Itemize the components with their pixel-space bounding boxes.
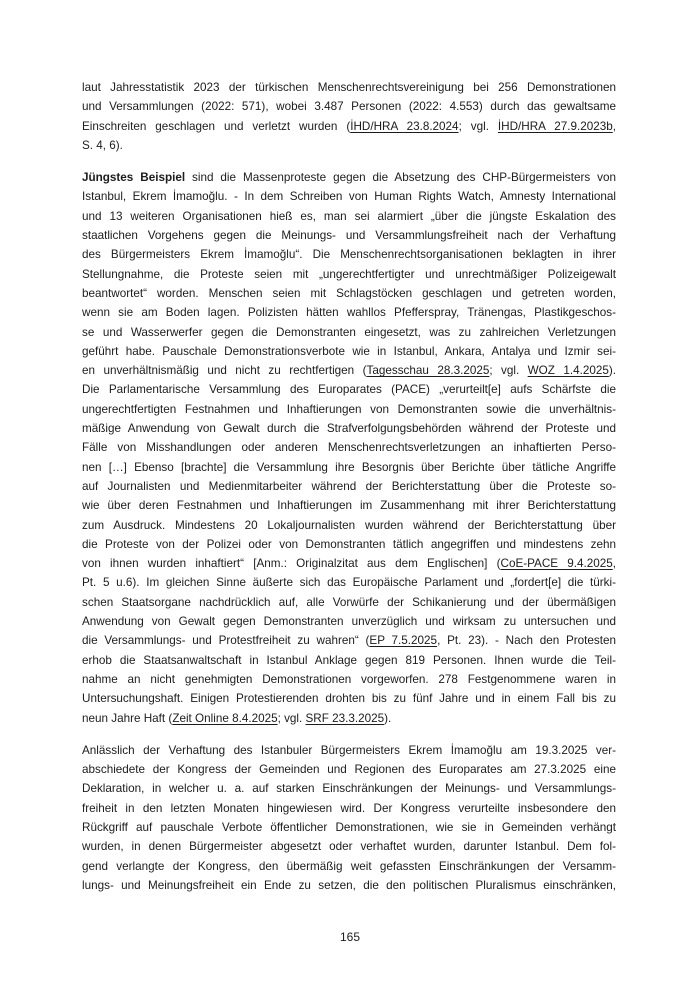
text-segment: Anlässlich der Verhaftung des Istanbuler Bürgermeisters Ekrem İmamoğlu am 19.3.2025 ver-	[82, 743, 616, 757]
reference-link[interactable]: CoE-PACE 9.4.2025	[500, 557, 613, 571]
text-line	[82, 419, 616, 438]
text-segment: auf Journalisten und Medienmitarbeiter während der Berichterstattung über die Proteste so-	[82, 479, 616, 493]
text-line	[82, 779, 616, 798]
text-segment: , Pt. 23). - Nach den Protesten	[437, 634, 616, 648]
text-segment: se und Wasserwerfer gegen die Demonstranten eingesetzt, was zu zahlreichen Verletzungen	[82, 325, 616, 339]
text-segment: lungs- und Meinungsfreiheit ein Ende zu setzen, die den politischen Pluralismus einschränken,	[82, 878, 616, 892]
text-line	[82, 400, 616, 419]
text-line	[82, 361, 616, 380]
text-line	[82, 818, 616, 837]
text-segment: abschiedete der Kongress der Gemeinden und Regionen des Europarates am 27.3.2025 eine	[82, 763, 616, 777]
text-segment: nen […] Ebenso [brachte] die Versammlung ihre Besorgnis über Berichte über tätliche Angriffe	[82, 460, 616, 474]
text-segment: wie über deren Festnahmen und Inhaftierungen im Zusammenhang mit ihrer Berichterstattung	[82, 499, 616, 513]
text-segment: Pt. 5 u.6). Im gleichen Sinne äußerte sich das Europäische Parlament und „fordert[e] die türki-	[82, 576, 616, 590]
page-number: 165	[339, 930, 361, 944]
reference-link[interactable]: İHD/HRA 27.9.2023b	[497, 119, 613, 133]
text-segment: die Versammlungs- und Protestfreiheit zu wahren“ (	[82, 634, 370, 648]
text-line	[82, 477, 616, 496]
text-segment: en unverhältnismäßig und nicht zu rechtfertigen (	[82, 364, 367, 378]
text-line	[82, 857, 616, 876]
text-segment: Istanbul, Ekrem İmamoğlu. - In dem Schreiben von Human Rights Watch, Amnesty International	[82, 190, 616, 204]
text-line	[82, 876, 616, 895]
text-segment: Die Parlamentarische Versammlung des Europarates (PACE) „verurteilt[e] aufs Schärfste die	[82, 383, 616, 397]
text-line	[82, 303, 616, 322]
text-segment: Anwendung von Gewalt gegen Demonstranten unverzüglich und wirksam zu untersuchen und	[82, 615, 616, 629]
text-segment: Rückgriff auf pauschale Verbote öffentlicher Demonstrationen, wie sie in Gemeinden verhängt	[82, 820, 616, 834]
text-segment: ).	[384, 711, 392, 725]
text-line	[82, 245, 616, 264]
text-segment: und Versammlungen (2022: 571), wobei 3.487 Personen (2022: 4.553) durch das gewaltsame	[82, 100, 616, 114]
text-segment: ungerechtfertigten Festnahmen und Inhaftierungen von Demonstranten sowie die unverhältnis-	[82, 402, 616, 416]
text-line	[82, 535, 616, 554]
text-segment: von ihnen wurden inhaftiert“ [Anm.: Originalzitat aus dem Englischen] (	[82, 557, 501, 571]
text-segment: Untersuchungshaft. Einigen Protestierenden drohten bis zu fünf Jahre und in einem Fall bis zu	[82, 692, 616, 706]
text-segment: ).	[608, 364, 616, 378]
text-line	[82, 380, 616, 399]
paragraph-congress	[82, 741, 616, 895]
text-line	[82, 554, 616, 573]
text-segment: freiheit in den letzten Monaten hingewiesen wird. Der Kongress verurteilte insbesondere den	[82, 801, 616, 815]
text-line	[82, 438, 616, 457]
text-segment: gend verlangte der Kongress, den übermäßig weit gefassten Einschränkungen der Versamm-	[82, 859, 616, 873]
bold-text: Jüngstes Beispiel	[82, 171, 186, 185]
text-line	[82, 97, 616, 116]
text-line	[82, 612, 616, 631]
text-line	[82, 136, 616, 155]
text-line	[82, 458, 616, 477]
text-line	[82, 573, 616, 592]
text-segment: zum Ausdruck. Mindestens 20 Lokaljournalisten wurden während der Berichterstattung über	[82, 518, 616, 532]
text-line	[82, 741, 616, 760]
text-segment: Stellungnahme, die Proteste seien mit „ungerechtfertigter und unrechtmäßiger Polizeigewalt	[82, 267, 616, 281]
text-segment: wurden, in denen Bürgermeister abgesetzt oder verhaftet wurden, darunter Istanbul. Dem fol-	[82, 840, 616, 854]
text-line	[82, 78, 616, 97]
text-line	[82, 670, 616, 689]
text-segment: geführt habe. Pauschale Demonstrationsverbote wie in Istanbul, Ankara, Antalya und Izmir sei-	[82, 344, 616, 358]
text-line	[82, 837, 616, 856]
text-segment: wenn sie am Boden lagen. Polizisten hätten wahllos Pfefferspray, Tränengas, Plastikgeschos-	[82, 306, 616, 320]
text-line	[82, 187, 616, 206]
text-line	[82, 117, 616, 136]
text-segment: Fälle von Misshandlungen oder anderen Menschenrechtsverletzungen an inhaftierten Perso-	[82, 441, 616, 455]
text-segment: ,	[612, 557, 616, 571]
text-line	[82, 709, 616, 728]
text-segment: ; vgl.	[458, 119, 498, 133]
text-line	[82, 631, 616, 650]
text-line	[82, 168, 616, 187]
text-segment: nahme an nicht genehmigten Demonstrationen vorgeworfen. 278 Festgenommene waren in	[82, 672, 616, 686]
text-line	[82, 265, 616, 284]
text-line	[82, 516, 616, 535]
text-line	[82, 207, 616, 226]
text-line	[82, 651, 616, 670]
text-line	[82, 689, 616, 708]
text-segment: S. 4, 6).	[82, 138, 123, 152]
reference-link[interactable]: İHD/HRA 23.8.2024	[350, 119, 459, 133]
text-segment: ,	[612, 119, 616, 133]
paragraph-statistics	[82, 78, 616, 155]
text-line	[82, 760, 616, 779]
text-line	[82, 593, 616, 612]
text-line	[82, 496, 616, 515]
text-segment: erhob die Staatsanwaltschaft in Istanbul Anklage gegen 819 Personen. Ihnen wurde die Teil-	[82, 653, 616, 667]
text-line	[82, 342, 616, 361]
text-segment: ; vgl.	[489, 364, 528, 378]
text-segment: neun Jahre Haft (	[82, 711, 173, 725]
text-segment: schen Staatsorgane nachdrücklich auf, alle Vorwürfe der Schikanierung und der übermäßigen	[82, 595, 616, 609]
text-segment: ; vgl.	[277, 711, 306, 725]
reference-link[interactable]: Zeit Online 8.4.2025	[172, 711, 278, 725]
text-line	[82, 226, 616, 245]
page-body	[82, 78, 616, 908]
text-segment: laut Jahresstatistik 2023 der türkischen Menschenrechtsvereinigung bei 256 Demonstrationen	[82, 81, 616, 94]
text-segment: des Bürgermeisters Ekrem İmamoğlu“. Die Menschenrechtsorganisationen beklagten in ihrer	[82, 248, 616, 262]
reference-link[interactable]: EP 7.5.2025	[369, 634, 438, 648]
text-segment: und 13 weiteren Organisationen hieß es, man sei alarmiert „über die jüngste Eskalation des	[82, 209, 616, 223]
reference-link[interactable]: WOZ 1.4.2025	[527, 364, 609, 378]
text-segment: die Proteste von der Polizei oder von Demonstranten tätlich angegriffen und mindestens zehn	[82, 537, 616, 551]
paragraph-protests	[82, 168, 616, 728]
text-segment: Deklaration, in welcher u. a. auf starken Einschränkungen der Meinungs- und Versammlungs-	[82, 782, 616, 796]
reference-link[interactable]: SRF 23.3.2025	[305, 711, 385, 725]
reference-link[interactable]: Tagesschau 28.3.2025	[366, 364, 490, 378]
text-line	[82, 284, 616, 303]
text-line	[82, 799, 616, 818]
text-segment: Einschreiten geschlagen und verletzt wurden (	[82, 119, 351, 133]
text-line	[82, 323, 616, 342]
text-segment: staatlichen Vorgehens gegen die Meinungs- und Versammlungsfreiheit nach der Verhaftung	[82, 229, 616, 243]
text-segment: sind die Massenproteste gegen die Absetzung des CHP-Bürgermeisters von	[185, 171, 616, 185]
text-segment: mäßige Anwendung von Gewalt durch die Strafverfolgungsbehörden während der Proteste und	[82, 422, 616, 436]
text-segment: beantwortet“ worden. Menschen seien mit Schlagstöcken geschlagen und getreten worden,	[82, 286, 616, 300]
